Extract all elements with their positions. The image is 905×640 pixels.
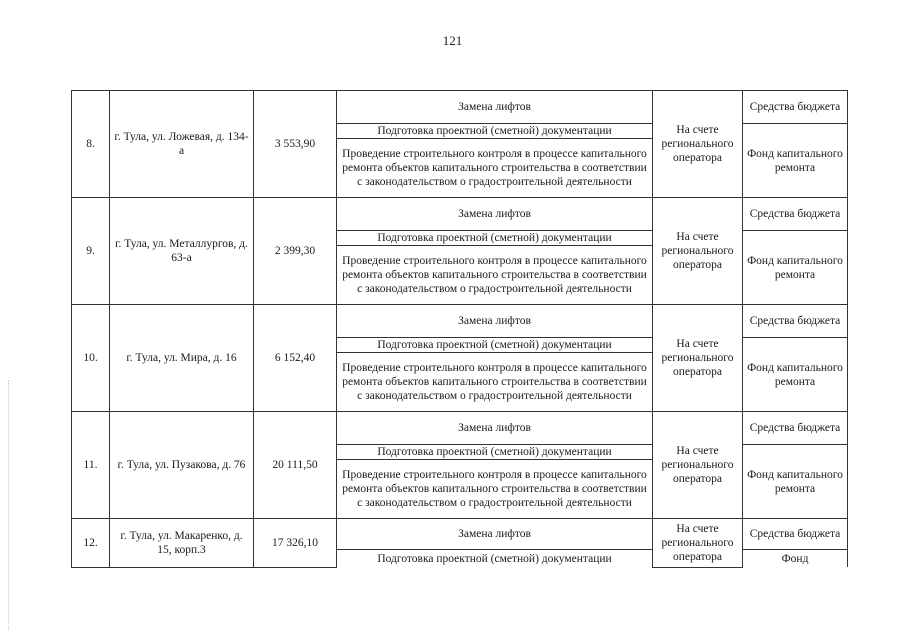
work-design: Подготовка проектной (сметной) документации: [337, 124, 653, 139]
table-row: [72, 198, 848, 231]
work-elevator: Замена лифтов: [337, 519, 653, 550]
work-control: Проведение строительного контроля в процессе капитального ремонта объектов капитального строительства в соответствии с законодательством о градостроительной деятельности: [337, 353, 653, 412]
row-number: 9.: [72, 198, 110, 305]
fund-capital: Фонд капитального ремонта: [743, 231, 848, 305]
row-account: На счете регионального оператора: [653, 412, 743, 519]
work-design: Подготовка проектной (сметной) документации: [337, 338, 653, 353]
fund-capital: Фонд капитального ремонта: [743, 124, 848, 198]
work-elevator: Замена лифтов: [337, 412, 653, 445]
row-amount: 17 326,10: [254, 519, 337, 568]
work-elevator: Замена лифтов: [337, 91, 653, 124]
work-design: Подготовка проектной (сметной) документации: [337, 445, 653, 460]
row-amount: 2 399,30: [254, 198, 337, 305]
scan-margin-line: [8, 380, 9, 630]
fund-budget: Средства бюджета: [743, 198, 848, 231]
work-design: Подготовка проектной (сметной) документации: [337, 550, 653, 568]
work-control: Проведение строительного контроля в процессе капитального ремонта объектов капитального строительства в соответствии с законодательством о градостроительной деятельности: [337, 139, 653, 198]
row-amount: 6 152,40: [254, 305, 337, 412]
row-amount: 20 111,50: [254, 412, 337, 519]
work-control: Проведение строительного контроля в процессе капитального ремонта объектов капитального строительства в соответствии с законодательством о градостроительной деятельности: [337, 246, 653, 305]
row-account: На счете регионального оператора: [653, 519, 743, 568]
row-number: 11.: [72, 412, 110, 519]
row-number: 10.: [72, 305, 110, 412]
work-design: Подготовка проектной (сметной) документации: [337, 231, 653, 246]
row-address: г. Тула, ул. Мира, д. 16: [110, 305, 254, 412]
table-row: [72, 412, 848, 445]
page-number: 121: [442, 33, 463, 48]
fund-budget: Средства бюджета: [743, 519, 848, 550]
row-number: 8.: [72, 91, 110, 198]
row-amount: 3 553,90: [254, 91, 337, 198]
row-number: 12.: [72, 519, 110, 568]
row-address: г. Тула, ул. Пузакова, д. 76: [110, 412, 254, 519]
row-address: г. Тула, ул. Макаренко, д. 15, корп.3: [110, 519, 254, 568]
table-row: [72, 305, 848, 338]
table-row: [72, 519, 848, 550]
fund-capital-partial: Фонд: [743, 550, 848, 568]
row-address: г. Тула, ул. Ложевая, д. 134-а: [110, 91, 254, 198]
fund-capital: Фонд капитального ремонта: [743, 445, 848, 519]
row-account: На счете регионального оператора: [653, 305, 743, 412]
table-row: [72, 91, 848, 124]
work-elevator: Замена лифтов: [337, 305, 653, 338]
fund-budget: Средства бюджета: [743, 305, 848, 338]
work-control: Проведение строительного контроля в процессе капитального ремонта объектов капитального строительства в соответствии с законодательством о градостроительной деятельности: [337, 460, 653, 519]
fund-budget: Средства бюджета: [743, 412, 848, 445]
fund-budget: Средства бюджета: [743, 91, 848, 124]
row-account: На счете регионального оператора: [653, 91, 743, 198]
work-elevator: Замена лифтов: [337, 198, 653, 231]
row-address: г. Тула, ул. Металлургов, д. 63-а: [110, 198, 254, 305]
row-account: На счете регионального оператора: [653, 198, 743, 305]
works-table: [71, 90, 848, 568]
fund-capital: Фонд капитального ремонта: [743, 338, 848, 412]
